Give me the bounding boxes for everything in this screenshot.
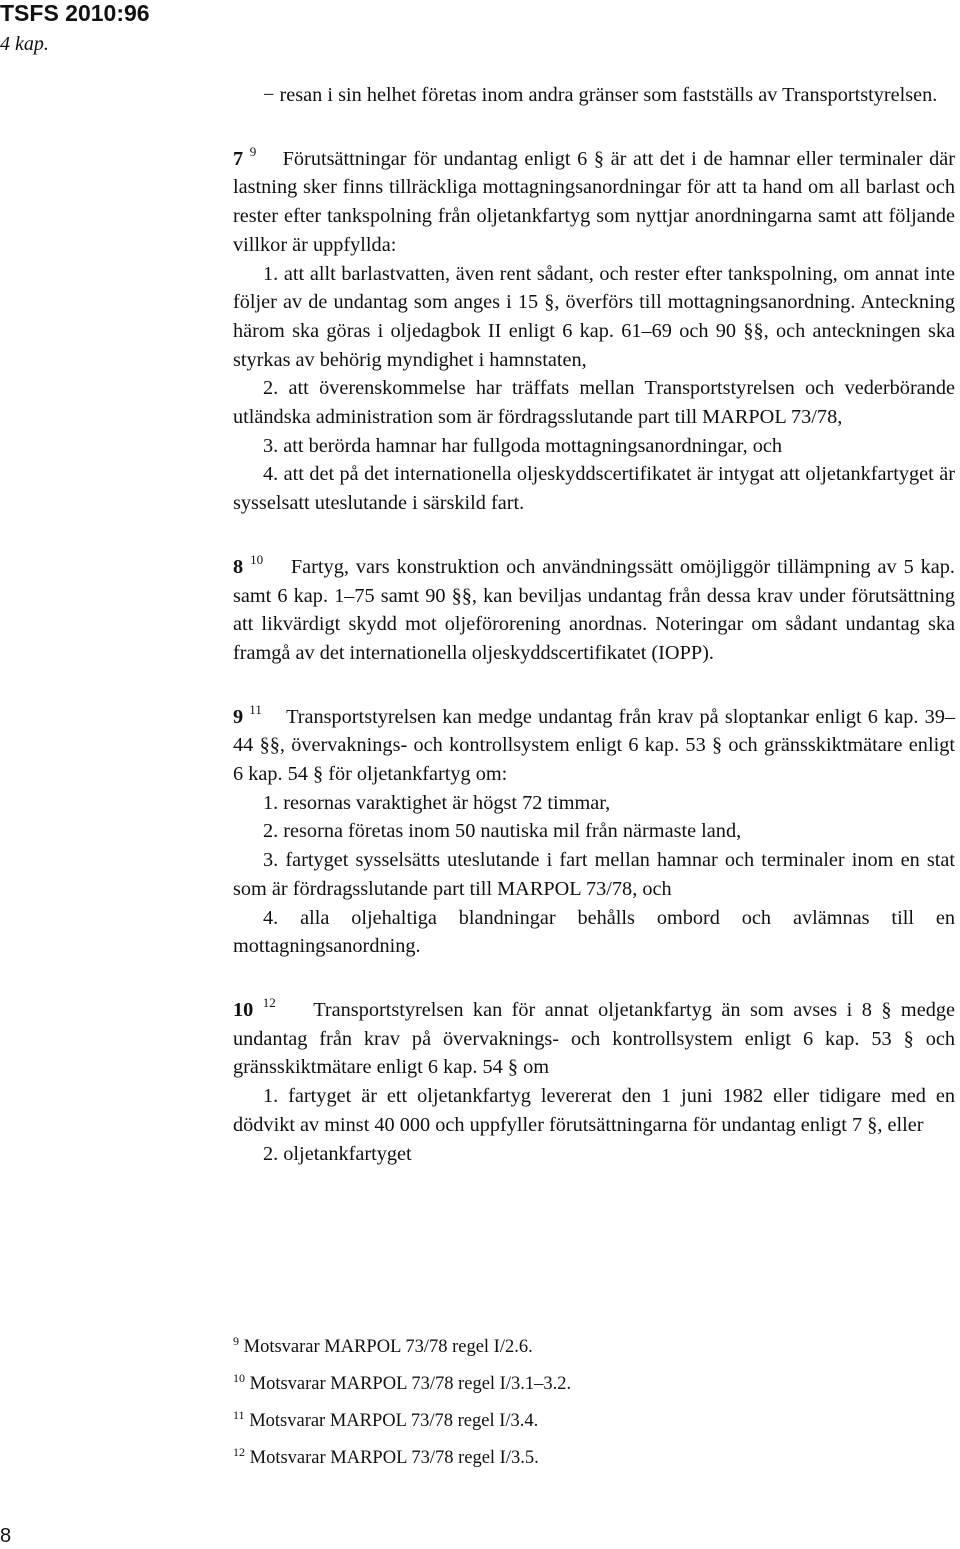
footnote	[233, 1437, 833, 1474]
footnote-text: Motsvarar MARPOL 73/78 regel I/3.1–3.2.	[249, 1374, 572, 1394]
footnote-ref: 10	[250, 551, 264, 567]
footnote-mark: 12	[233, 1445, 245, 1459]
list-item: 1. fartyget är ett oljetankfartyg levererat den 1 juni 1982 eller tidigare med en dödvikt av minst 40 000 och uppfyller förutsättningarna för undantag enligt 7 §, eller	[233, 1085, 955, 1136]
intro-line: − resan i sin helhet företas inom andra gränser som fastställs av Transportstyrelsen.	[263, 84, 938, 106]
footnote-ref: 12	[262, 994, 276, 1010]
section-number: 10	[233, 998, 254, 1021]
section-text: Fartyg, vars konstruktion och användningssätt omöjliggör tillämpning av 5 kap. samt 6 kap. 1–75 samt 90 §§, kan beviljas undantag från dessa krav under förutsättning att likvärdigt skydd mot oljeförorening anordnas. Noteringar om sådant undantag ska framgå av det internationella oljeskyddscertifikatet (IOPP).	[233, 555, 956, 664]
section-text: Transportstyrelsen kan medge undantag från krav på sloptankar enligt 6 kap. 39–44 §§, övervaknings- och kontrollsystem enligt 6 kap. 53 § och gränsskiktmätare enligt 6 kap. 54 § för oljetankfartyg om:	[233, 705, 956, 786]
footnotes	[233, 1326, 833, 1474]
list-item: 2. resorna företas inom 50 nautiska mil från närmaste land,	[263, 820, 742, 843]
footnote	[233, 1326, 833, 1363]
list-item: 1. att allt barlastvatten, även rent sådant, och rester efter tankspolning, om annat inte följer av de undantag som anges i 15 §, överförs till mottagningsanordning. Anteckning härom ska göras i oljedagbok II enligt 6 kap. 61–69 och 90 §§, och anteckningen ska styrkas av behörig myndighet i hamnstaten,	[233, 262, 955, 371]
list-item: 2. att överenskommelse har träffats mellan Transportstyrelsen och vederbörande utländska administration som är fördragsslutande part till MARPOL 73/78,	[233, 377, 955, 429]
page-number: 8	[0, 1525, 12, 1547]
footnote-mark: 10	[233, 1371, 245, 1385]
footnote-ref: 11	[249, 701, 262, 717]
footnote-mark: 11	[233, 1408, 245, 1422]
list-item: 3. fartyget sysselsätts uteslutande i fart mellan hamnar och terminaler inom en stat som är fördragsslutande part till MARPOL 73/78, och	[233, 849, 955, 900]
chapter-label: 4 kap.	[0, 33, 49, 55]
section-9	[233, 696, 955, 789]
section-number: 9	[233, 705, 244, 728]
section-text: Förutsättningar för undantag enligt 6 § är att det i de hamnar eller terminaler där lastning sker finns tillräckliga mottagningsanordningar för att ta hand om all barlast och rester efter tankspolning från oljetankfartyg som nyttjar anordningarna samt att följande villkor är uppfyllda:	[233, 147, 956, 256]
section-8	[233, 546, 955, 668]
list-item: 2. oljetankfartyget	[263, 1142, 412, 1165]
section-10	[233, 989, 955, 1082]
main-text	[233, 81, 955, 1168]
footnote-ref: 9	[249, 143, 257, 159]
section-text: Transportstyrelsen kan för annat oljetankfartyg än som avses i 8 § medge undantag från krav på övervaknings- och kontrollsystem enligt 6 kap. 53 § och gränsskiktmätare enligt 6 kap. 54 § om	[233, 998, 955, 1079]
list-item: 1. resornas varaktighet är högst 72 timmar,	[263, 791, 611, 814]
section-number: 7	[233, 147, 244, 170]
footnote-text: Motsvarar MARPOL 73/78 regel I/3.4.	[249, 1411, 539, 1431]
list-item: 4. alla oljehaltiga blandningar behålls ombord och avlämnas till en mottagningsanordning.	[233, 906, 955, 958]
footnote-text: Motsvarar MARPOL 73/78 regel I/3.5.	[249, 1448, 539, 1468]
footnote	[233, 1363, 833, 1400]
list-item: 3. att berörda hamnar har fullgoda mottagningsanordningar, och	[263, 434, 783, 457]
section-7	[233, 138, 955, 260]
footnote-text: Motsvarar MARPOL 73/78 regel I/2.6.	[243, 1337, 533, 1357]
list-item: 4. att det på det internationella oljeskyddscertifikatet är intygat att oljetankfartyget är sysselsatt uteslutande i särskild fart.	[233, 463, 955, 515]
footnote-mark: 9	[233, 1334, 239, 1348]
footnote	[233, 1400, 833, 1437]
section-number: 8	[233, 555, 244, 578]
document-id: TSFS 2010:96	[0, 0, 150, 26]
